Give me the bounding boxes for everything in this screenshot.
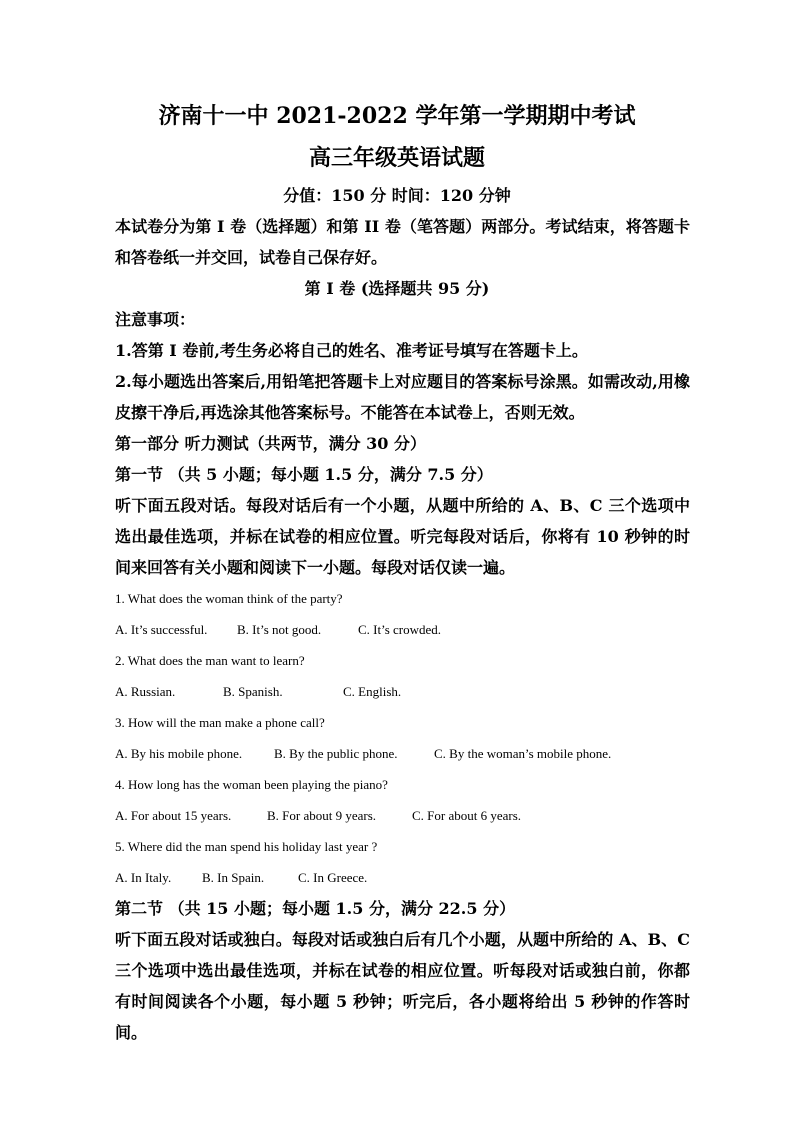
question-2: 2. What does the man want to learn?	[115, 653, 305, 668]
notes-heading: 注意事项：	[115, 310, 196, 329]
question-3-options	[115, 738, 794, 769]
option-c: C. For about 6 years.	[412, 808, 522, 823]
note-item-1: 1.答第 I 卷前,考生务必将自己的姓名、准考证号填写在答题卡上。	[115, 341, 588, 360]
option-c: C. English.	[343, 684, 402, 699]
option-a: A. In Italy.	[115, 870, 172, 885]
option-b: B. In Spain.	[202, 870, 265, 885]
question-1: 1. What does the woman think of the party?	[115, 591, 343, 606]
question-5-options	[115, 862, 794, 893]
exam-subtitle: 高三年级英语试题	[308, 145, 485, 171]
option-c: C. By the woman’s mobile phone.	[434, 746, 612, 761]
section2-instructions: 听下面五段对话或独白。每段对话或独白后有几个小题，从题中所给的 A、B、C 三个选项中选出最佳选项，并标在试卷的相应位置。听每段对话或独白前，你都有时间阅读各个小题，每小题 5 秒钟；听完后，各小题将给出 5 秒钟的作答时间。	[115, 930, 690, 1042]
option-b: B. For about 9 years.	[267, 808, 377, 823]
option-a: A. It’s successful.	[115, 622, 208, 637]
section2-heading: 第二节 （共 15 小题；每小题 1.5 分，满分 22.5 分）	[115, 899, 516, 918]
part1-heading: 第 I 卷 (选择题共 95 分)	[304, 279, 490, 298]
question-4: 4. How long has the woman been playing the piano?	[115, 777, 388, 792]
option-b: B. By the public phone.	[274, 746, 398, 761]
exam-title: 济南十一中 2021-2022 学年第一学期期中考试	[158, 103, 636, 129]
option-a: A. For about 15 years.	[115, 808, 232, 823]
score-time: 分值：150 分 时间：120 分钟	[283, 186, 511, 205]
intro-paragraph: 本试卷分为第 I 卷（选择题）和第 II 卷（笔答题）两部分。考试结束，将答题卡和答卷纸一并交回，试卷自己保存好。	[115, 217, 690, 267]
listening-heading: 第一部分 听力测试（共两节，满分 30 分）	[115, 434, 426, 453]
question-4-options	[115, 800, 794, 831]
option-a: A. Russian.	[115, 684, 176, 699]
question-2-options	[115, 676, 794, 707]
option-c: C. In Greece.	[298, 870, 368, 885]
option-b: B. Spanish.	[223, 684, 283, 699]
section1-instructions: 听下面五段对话。每段对话后有一个小题，从题中所给的 A、B、C 三个选项中选出最佳选项，并标在试卷的相应位置。听完每段对话后，你将有 10 秒钟的时间来回答有关小题和阅读下一小题。每段对话仅读一遍。	[115, 496, 690, 577]
question-3: 3. How will the man make a phone call?	[115, 715, 325, 730]
option-b: B. It’s not good.	[237, 622, 322, 637]
option-c: C. It’s crowded.	[358, 622, 442, 637]
note-item-2: 2.每小题选出答案后,用铅笔把答题卡上对应题目的答案标号涂黑。如需改动,用橡皮擦干净后,再选涂其他答案标号。不能答在本试卷上，否则无效。	[115, 372, 690, 422]
option-a: A. By his mobile phone.	[115, 746, 243, 761]
section1-heading: 第一节 （共 5 小题；每小题 1.5 分，满分 7.5 分）	[115, 465, 493, 484]
question-5: 5. Where did the man spend his holiday last year ?	[115, 839, 378, 854]
question-1-options	[115, 614, 794, 645]
